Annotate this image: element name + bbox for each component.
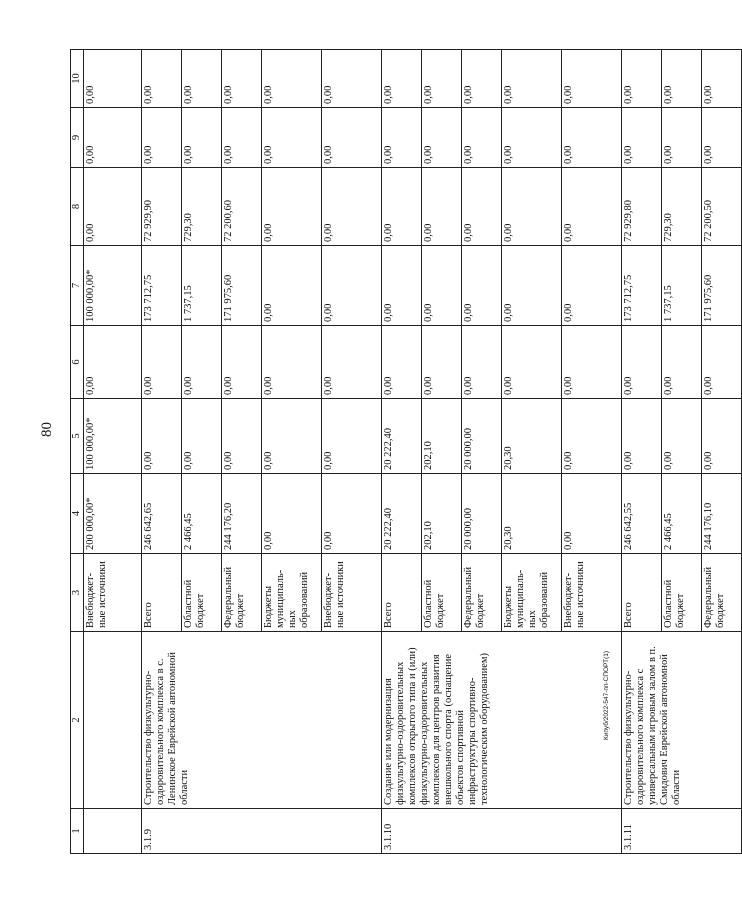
- value-cell: 0,00: [262, 108, 322, 168]
- value-cell: 0,00: [422, 326, 462, 399]
- value-cell: 0,00: [182, 108, 222, 168]
- value-cell: 0,00: [462, 50, 502, 108]
- section-code-cell: 3.1.9: [142, 809, 382, 854]
- value-cell: 0,00: [382, 168, 422, 246]
- value-cell: 1 737,15: [182, 246, 222, 326]
- value-cell: 100 000,00*: [84, 246, 142, 326]
- value-cell: 729,30: [662, 168, 702, 246]
- header-row: [71, 50, 84, 854]
- section-name-cell: Строительство физкультурно-оздоровительного комплекса с универсальным игровым залом в п. Смидович Еврейской автономной области: [622, 632, 742, 809]
- value-cell: 72 200,50: [702, 168, 742, 246]
- value-cell: 0,00: [222, 50, 262, 108]
- value-cell: 0,00: [84, 168, 142, 246]
- source-cell: Внебюджет-ные источники: [322, 554, 382, 632]
- source-cell: Всего: [622, 554, 662, 632]
- value-cell: 0,00: [322, 108, 382, 168]
- header-cell: 7: [71, 246, 84, 326]
- name-cell: [84, 632, 142, 809]
- value-cell: 0,00: [262, 246, 322, 326]
- value-cell: 0,00: [462, 246, 502, 326]
- section-code-cell: 3.1.11: [622, 809, 742, 854]
- value-cell: 0,00: [382, 108, 422, 168]
- value-cell: 0,00: [382, 326, 422, 399]
- value-cell: 0,00: [462, 326, 502, 399]
- value-cell: 0,00: [322, 168, 382, 246]
- value-cell: 0,00: [462, 108, 502, 168]
- value-cell: 0,00: [84, 108, 142, 168]
- value-cell: 0,00: [262, 474, 322, 554]
- header-cell: 10: [71, 50, 84, 108]
- page-number: 80: [39, 422, 55, 437]
- value-cell: 1 737,15: [662, 246, 702, 326]
- value-cell: 0,00: [622, 399, 662, 474]
- value-cell: 729,30: [182, 168, 222, 246]
- value-cell: 0,00: [322, 50, 382, 108]
- value-cell: 0,00: [502, 246, 562, 326]
- value-cell: 0,00: [702, 108, 742, 168]
- value-cell: 0,00: [422, 108, 462, 168]
- table-row: [142, 50, 182, 854]
- value-cell: 0,00: [502, 108, 562, 168]
- value-cell: 0,00: [502, 168, 562, 246]
- value-cell: 0,00: [562, 50, 622, 108]
- source-cell: Областной бюджет: [422, 554, 462, 632]
- value-cell: 0,00: [182, 326, 222, 399]
- value-cell: 20 000,00: [462, 399, 502, 474]
- value-cell: 0,00: [84, 326, 142, 399]
- value-cell: 0,00: [322, 246, 382, 326]
- value-cell: 0,00: [662, 326, 702, 399]
- value-cell: 0,00: [222, 326, 262, 399]
- source-cell: Бюджеты муниципаль-ных образований: [502, 554, 562, 632]
- value-cell: 0,00: [422, 246, 462, 326]
- value-cell: 0,00: [84, 50, 142, 108]
- value-cell: 0,00: [322, 399, 382, 474]
- value-cell: 0,00: [702, 326, 742, 399]
- value-cell: 20 000,00: [462, 474, 502, 554]
- value-cell: 0,00: [222, 399, 262, 474]
- value-cell: 171 975,60: [702, 246, 742, 326]
- value-cell: 20 222,40: [382, 474, 422, 554]
- value-cell: 202,10: [422, 474, 462, 554]
- value-cell: 0,00: [382, 246, 422, 326]
- source-cell: Федеральный бюджет: [222, 554, 262, 632]
- header-cell: 2: [71, 632, 84, 809]
- value-cell: 2 466,45: [182, 474, 222, 554]
- value-cell: 20,30: [502, 474, 562, 554]
- value-cell: 20,30: [502, 399, 562, 474]
- source-cell: Областной бюджет: [662, 554, 702, 632]
- value-cell: 0,00: [662, 108, 702, 168]
- value-cell: 200 000,00*: [84, 474, 142, 554]
- value-cell: 0,00: [622, 326, 662, 399]
- table-row: [84, 50, 142, 854]
- value-cell: 0,00: [562, 108, 622, 168]
- value-cell: 244 176,20: [222, 474, 262, 554]
- value-cell: 0,00: [142, 50, 182, 108]
- value-cell: 0,00: [182, 399, 222, 474]
- header-cell: 9: [71, 108, 84, 168]
- value-cell: 173 712,75: [622, 246, 662, 326]
- value-cell: 72 929,90: [142, 168, 182, 246]
- source-cell: Внебюджет-ные источники: [562, 554, 622, 632]
- value-cell: 0,00: [262, 399, 322, 474]
- value-cell: 0,00: [462, 168, 502, 246]
- table-row: [622, 50, 662, 854]
- source-cell: Внебюджет-ные источники: [84, 554, 142, 632]
- value-cell: 0,00: [322, 326, 382, 399]
- value-cell: 0,00: [662, 50, 702, 108]
- value-cell: 0,00: [182, 50, 222, 108]
- value-cell: 246 642,55: [622, 474, 662, 554]
- header-cell: 4: [71, 474, 84, 554]
- value-cell: 244 176,10: [702, 474, 742, 554]
- value-cell: 0,00: [702, 399, 742, 474]
- value-cell: 0,00: [562, 168, 622, 246]
- value-cell: 0,00: [262, 168, 322, 246]
- value-cell: 72 929,80: [622, 168, 662, 246]
- value-cell: 100 000,00*: [84, 399, 142, 474]
- value-cell: 173 712,75: [142, 246, 182, 326]
- source-cell: Областной бюджет: [182, 554, 222, 632]
- source-cell: Бюджеты муниципаль-ных образований: [262, 554, 322, 632]
- header-cell: 6: [71, 326, 84, 399]
- value-cell: 72 200,60: [222, 168, 262, 246]
- source-cell: Всего: [142, 554, 182, 632]
- value-cell: 0,00: [562, 474, 622, 554]
- source-cell: Федеральный бюджет: [702, 554, 742, 632]
- header-cell: 3: [71, 554, 84, 632]
- table-row: [382, 50, 422, 854]
- value-cell: 0,00: [622, 108, 662, 168]
- header-cell: 5: [71, 399, 84, 474]
- section-name-cell: Создание или модернизация физкультурно-оздоровительных комплексов открытого типа и (или) физкультурно-оздоровительных комплексов для центров развития внешкольного спорта (оснащение объектов спортивной инфраструктуры спортивно-технологическим оборудованием): [382, 632, 622, 809]
- value-cell: 202,10: [422, 399, 462, 474]
- value-cell: 0,00: [142, 399, 182, 474]
- value-cell: 0,00: [262, 50, 322, 108]
- value-cell: 171 975,60: [222, 246, 262, 326]
- header-cell: 1: [71, 809, 84, 854]
- value-cell: 0,00: [562, 246, 622, 326]
- value-cell: 0,00: [562, 399, 622, 474]
- source-cell: Федеральный бюджет: [462, 554, 502, 632]
- value-cell: 0,00: [142, 108, 182, 168]
- section-code-cell: 3.1.10: [382, 809, 622, 854]
- value-cell: 0,00: [422, 168, 462, 246]
- value-cell: 0,00: [262, 326, 322, 399]
- value-cell: 20 222,40: [382, 399, 422, 474]
- code-cell: [84, 809, 142, 854]
- source-cell: Всего: [382, 554, 422, 632]
- value-cell: 0,00: [322, 474, 382, 554]
- value-cell: 0,00: [142, 326, 182, 399]
- value-cell: 0,00: [702, 50, 742, 108]
- value-cell: 0,00: [222, 108, 262, 168]
- value-cell: 0,00: [422, 50, 462, 108]
- value-cell: 0,00: [562, 326, 622, 399]
- value-cell: 0,00: [382, 50, 422, 108]
- budget-table: [70, 49, 742, 854]
- value-cell: 0,00: [622, 50, 662, 108]
- section-name-cell: Строительство физкультурно-оздоровительного комплекса в с. Ленинское Еврейской автономной области: [142, 632, 382, 809]
- header-cell: 8: [71, 168, 84, 246]
- value-cell: 0,00: [502, 326, 562, 399]
- value-cell: 0,00: [662, 399, 702, 474]
- value-cell: 0,00: [502, 50, 562, 108]
- value-cell: 2 466,45: [662, 474, 702, 554]
- document-code: Кипуб/2022-547-пп-СПОРТ(1): [603, 650, 610, 740]
- value-cell: 246 642,65: [142, 474, 182, 554]
